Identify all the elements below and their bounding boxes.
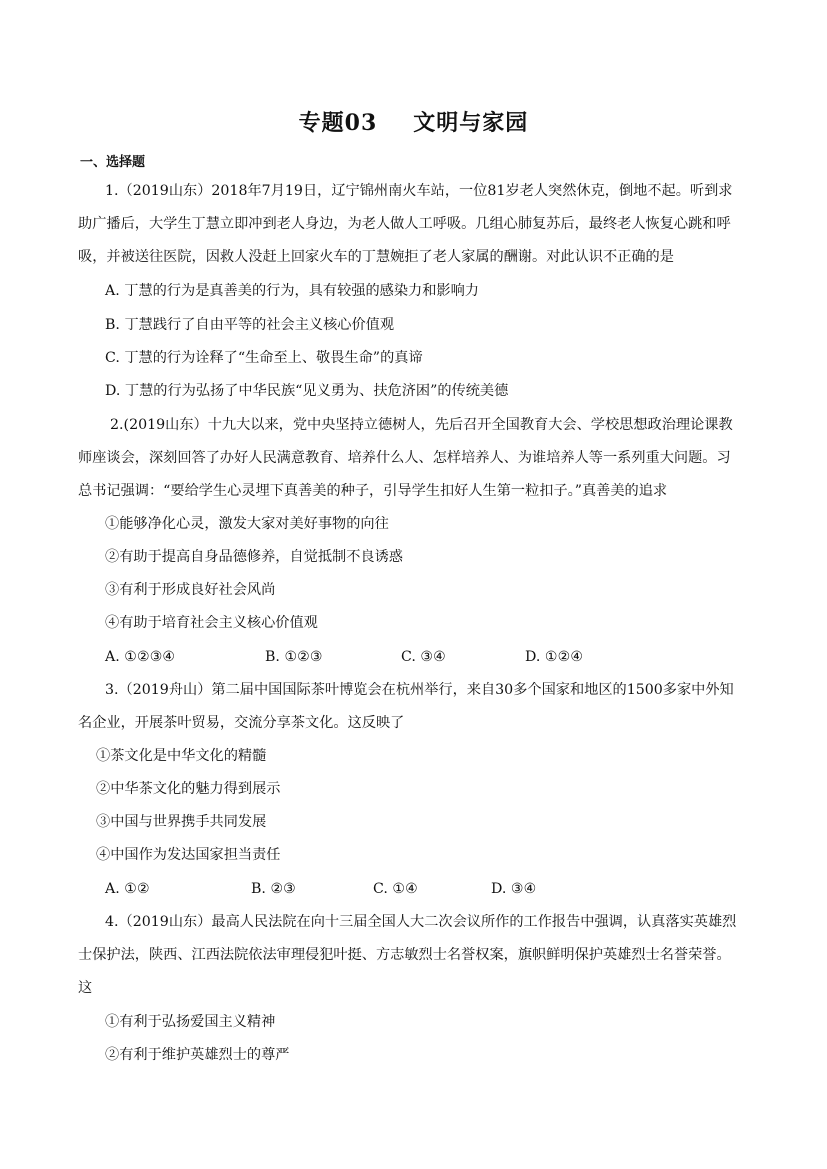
page-title [0,106,827,137]
title-topic-name: 文明与家园 [413,110,529,136]
q2-choice-b: B. ①②③ [265,649,323,665]
q4-stem-line-3: 这 [78,980,93,996]
q2-statement-1: ①能够净化心灵，激发大家对美好事物的向往 [105,516,389,532]
q1-option-b: B. 丁慧践行了自由平等的社会主义核心价值观 [105,317,395,333]
q3-stem-line-1: 3.（2019舟山）第二届中国国际茶叶博览会在杭州举行，来自30多个国家和地区的1500多家中外知 [105,682,734,698]
q2-choice-a: A. ①②③④ [105,649,176,665]
q2-choices [105,648,725,666]
q2-stem-line-2: 师座谈会，深刻回答了办好人民满意教育、培养什么人、怎样培养人、为谁培养人等一系列重大问题。习 [78,450,731,466]
q2-statement-4: ④有助于培育社会主义核心价值观 [105,615,318,631]
q2-statement-3: ③有利于形成良好社会风尚 [105,582,276,598]
q3-choice-a: A. ①② [105,881,150,897]
q1-stem-line-3: 吸，并被送往医院，因救人没赶上回家火车的丁慧婉拒了老人家属的酬谢。对此认识不正确的是 [78,249,674,265]
q3-statement-4: ④中国作为发达国家担当责任 [96,847,281,863]
q3-choices [105,880,725,898]
q1-stem-line-1: 1.（2019山东）2018年7月19日，辽宁锦州南火车站，一位81岁老人突然休克，倒地不起。听到求 [105,183,733,199]
q4-stem-line-1: 4.（2019山东）最高人民法院在向十三届全国人大二次会议所作的工作报告中强调，认真落实英雄烈 [105,914,737,930]
q2-choice-d: D. ①②④ [525,649,584,665]
section-heading: 一、选择题 [80,155,146,170]
q2-stem-line-1: 2.(2019山东）十九大以来，党中央坚持立德树人，先后召开全国教育大会、学校思想政治理论课教 [110,417,733,433]
q1-option-c: C. 丁慧的行为诠释了“生命至上、敬畏生命”的真谛 [105,350,423,366]
q1-option-d: D. 丁慧的行为弘扬了中华民族“见义勇为、扶危济困”的传统美德 [105,383,509,399]
q1-option-a: A. 丁慧的行为是真善美的行为，具有较强的感染力和影响力 [105,283,479,299]
q2-stem-line-3: 总书记强调：“要给学生心灵埋下真善美的种子，引导学生扣好人生第一粒扣子。”真善美的追求 [78,483,668,499]
q1-stem-line-2: 助广播后，大学生丁慧立即冲到老人身边，为老人做人工呼吸。几组心肺复苏后，最终老人恢复心跳和呼 [78,216,731,232]
title-topic-number: 专题03 [298,110,378,136]
q3-statement-2: ②中华茶文化的魅力得到展示 [96,781,281,797]
q3-statement-1: ①茶文化是中华文化的精髓 [96,748,267,764]
q2-choice-c: C. ③④ [401,649,446,665]
q3-stem-line-2: 名企业，开展茶叶贸易，交流分享茶文化。这反映了 [78,715,405,731]
q4-statement-2: ②有利于维护英雄烈士的尊严 [105,1047,290,1063]
q3-choice-c: C. ①④ [373,881,418,897]
q3-choice-b: B. ②③ [251,881,296,897]
q3-statement-3: ③中国与世界携手共同发展 [96,814,267,830]
q4-stem-line-2: 士保护法，陕西、江西法院依法审理侵犯叶挺、方志敏烈士名誉权案，旗帜鲜明保护英雄烈士名誉荣誉。 [78,947,731,963]
q3-choice-d: D. ③④ [491,881,537,897]
q2-statement-2: ②有助于提高自身品德修养，自觉抵制不良诱惑 [105,549,403,565]
q4-statement-1: ①有利于弘扬爱国主义精神 [105,1014,276,1030]
